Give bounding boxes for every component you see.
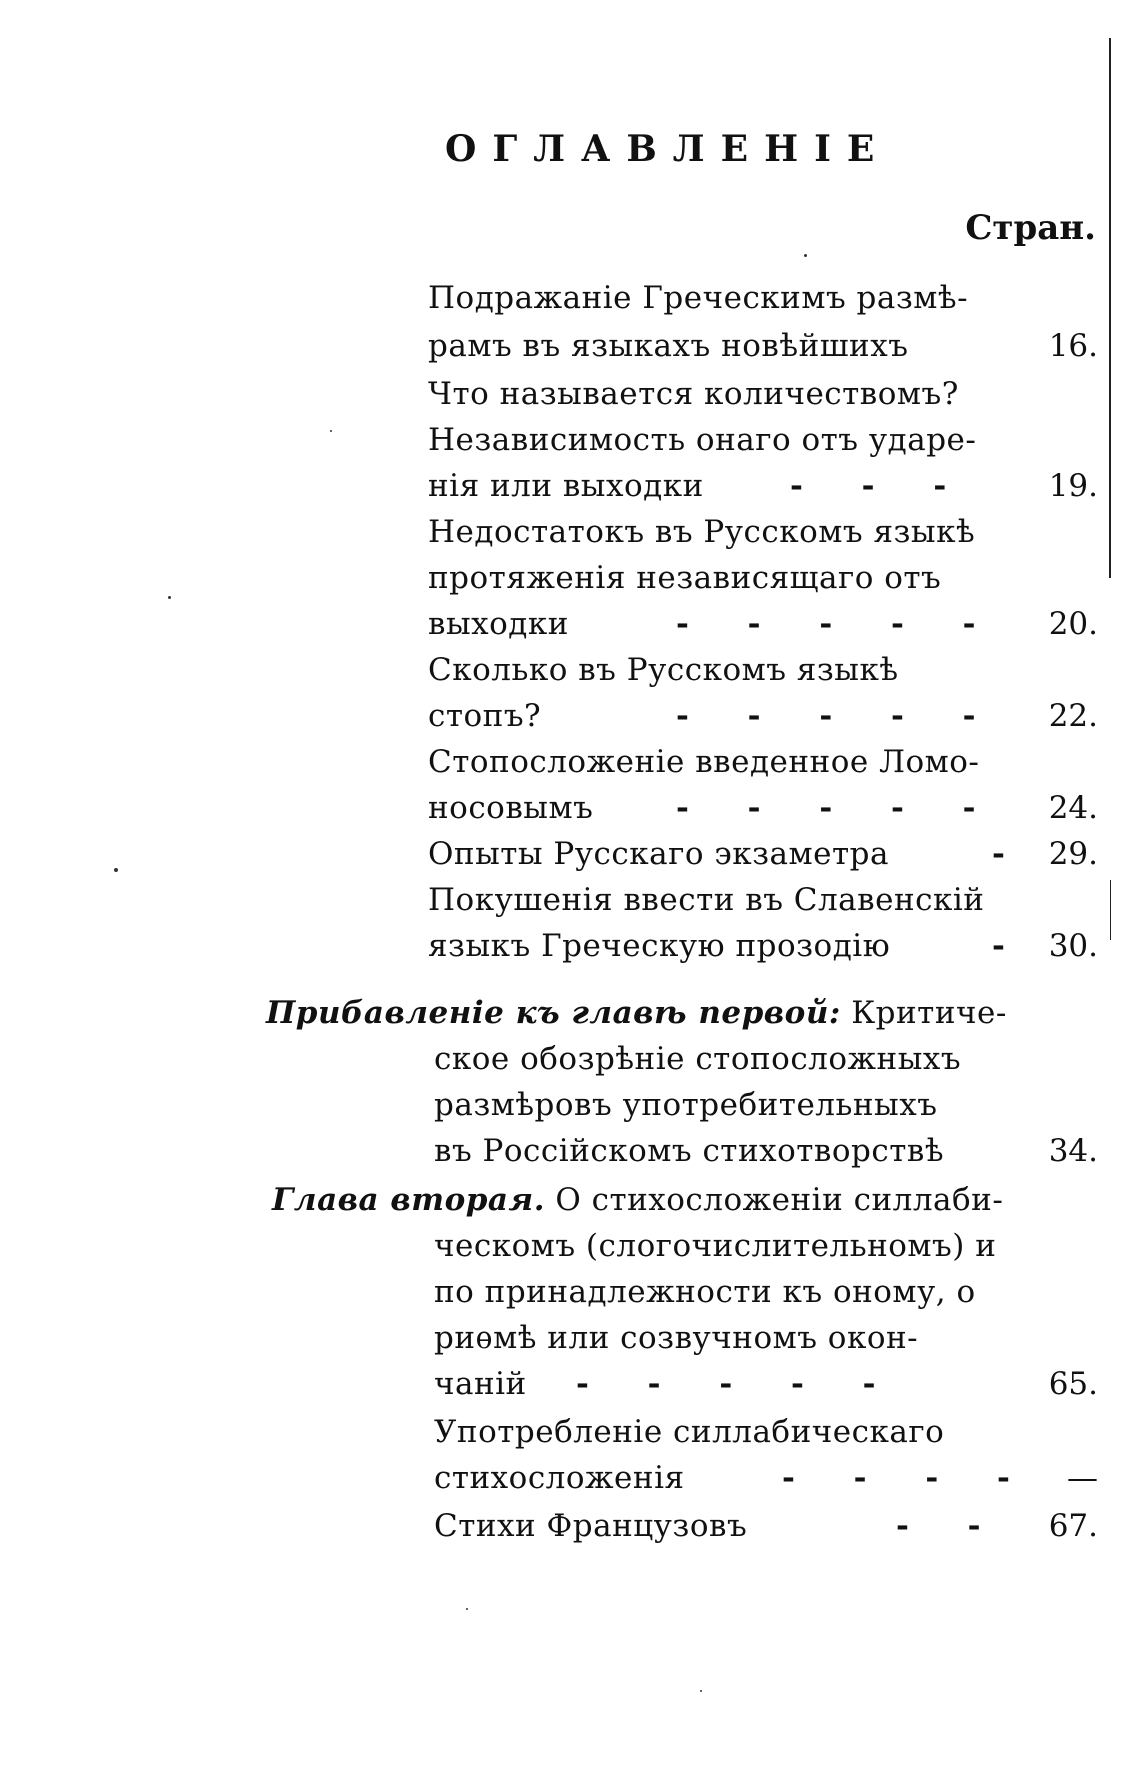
- toc-entry-line: Стопосложеніе введенное Ломо-: [428, 744, 980, 780]
- toc-page-number: 34.: [1048, 1133, 1098, 1169]
- toc-leader-dashes: - - - -: [782, 1460, 1010, 1496]
- print-speck: [700, 1690, 702, 1692]
- toc-entry-line: носовымъ: [428, 790, 594, 826]
- toc-entry-line: Опыты Русскаго экзаметра: [428, 836, 889, 872]
- toc-entry-line: въ Россійскомъ стихотворствѣ: [434, 1133, 945, 1169]
- toc-entry-line: О стихосложеніи силлаби-: [555, 1182, 1004, 1218]
- toc-entry-line: Критиче-: [851, 995, 1007, 1031]
- toc-leader-dashes: - -: [896, 1508, 981, 1544]
- toc-page-number: 16.: [1048, 328, 1098, 364]
- toc-entry-line: ское обозрѣніе стопосложныхъ: [434, 1041, 962, 1077]
- toc-entry-line: ческомъ (слогочислительномъ) и: [434, 1228, 997, 1264]
- toc-entry-line: чаній: [434, 1366, 527, 1402]
- toc-entry-line: нія или выходки: [428, 468, 704, 504]
- page-edge-line: [1109, 38, 1111, 578]
- toc-entry-line: стопъ?: [428, 698, 542, 734]
- toc-leader-dashes: - - - - -: [676, 790, 976, 826]
- toc-page-number: 65.: [1048, 1366, 1098, 1402]
- toc-page-number: 20.: [1048, 606, 1098, 642]
- toc-entry-line: Недостатокъ въ Русскомъ языкѣ: [428, 514, 976, 550]
- chapter-two-first-line: [272, 1180, 1003, 1222]
- toc-entry-line: по принадлежности къ оному, о: [434, 1274, 976, 1310]
- toc-page-number: 22.: [1048, 698, 1098, 734]
- print-speck: [330, 430, 332, 432]
- toc-leader-dashes: - - - - -: [576, 1366, 876, 1402]
- print-speck: [114, 868, 118, 872]
- page-column-heading: Стран.: [965, 208, 1096, 248]
- toc-entry-line: протяженія независящаго отъ: [428, 560, 942, 596]
- toc-leader-dashes: - - -: [790, 468, 947, 504]
- toc-entry-line: Употребленіе силлабическаго: [434, 1414, 945, 1450]
- toc-entry-line: Стихи Французовъ: [434, 1508, 748, 1544]
- toc-leader-dashes: - - - - -: [676, 606, 976, 642]
- toc-entry-line: Сколько въ Русскомъ языкѣ: [428, 652, 899, 688]
- toc-entry-line: языкъ Греческую прозодію: [428, 928, 891, 964]
- toc-page-number: 29.: [1048, 836, 1098, 872]
- print-speck: [168, 596, 171, 599]
- toc-entry-line: рамъ въ языкахъ новѣйшихъ: [428, 328, 909, 364]
- print-speck: [804, 254, 807, 257]
- toc-entry-line: Подражаніе Греческимъ размѣ-: [428, 280, 969, 316]
- toc-leader-dashes: -: [992, 836, 1005, 872]
- toc-entry-line: стихосложенія: [434, 1460, 685, 1496]
- toc-page-number: 30.: [1048, 928, 1098, 964]
- toc-page-number: 67.: [1048, 1508, 1098, 1544]
- page-edge-line-lower: [1110, 880, 1111, 940]
- toc-entry-line: Покушенія ввести въ Славенскій: [428, 882, 985, 918]
- toc-entry-line: риѳмѣ или созвучномъ окон-: [434, 1320, 919, 1356]
- page-title: ОГЛАВЛЕНІЕ: [445, 128, 891, 170]
- toc-page-number: 24.: [1048, 790, 1098, 826]
- toc-entry-line: выходки: [428, 606, 569, 642]
- appendix-label: Прибавленіе къ главѣ первой:: [266, 995, 841, 1031]
- toc-entry-line: размѣровъ употребительныхъ: [434, 1087, 938, 1123]
- toc-page-number: —: [1067, 1460, 1098, 1496]
- print-speck: [466, 1608, 468, 1610]
- appendix-first-line: [266, 993, 1007, 1035]
- toc-entry-line: Независимость онаго отъ ударе-: [428, 422, 977, 458]
- toc-entry-line: Что называется количествомъ?: [428, 376, 959, 412]
- toc-leader-dashes: -: [992, 928, 1005, 964]
- toc-leader-dashes: - - - - -: [676, 698, 976, 734]
- chapter-two-label: Глава вторая.: [272, 1182, 545, 1218]
- toc-page-number: 19.: [1048, 468, 1098, 504]
